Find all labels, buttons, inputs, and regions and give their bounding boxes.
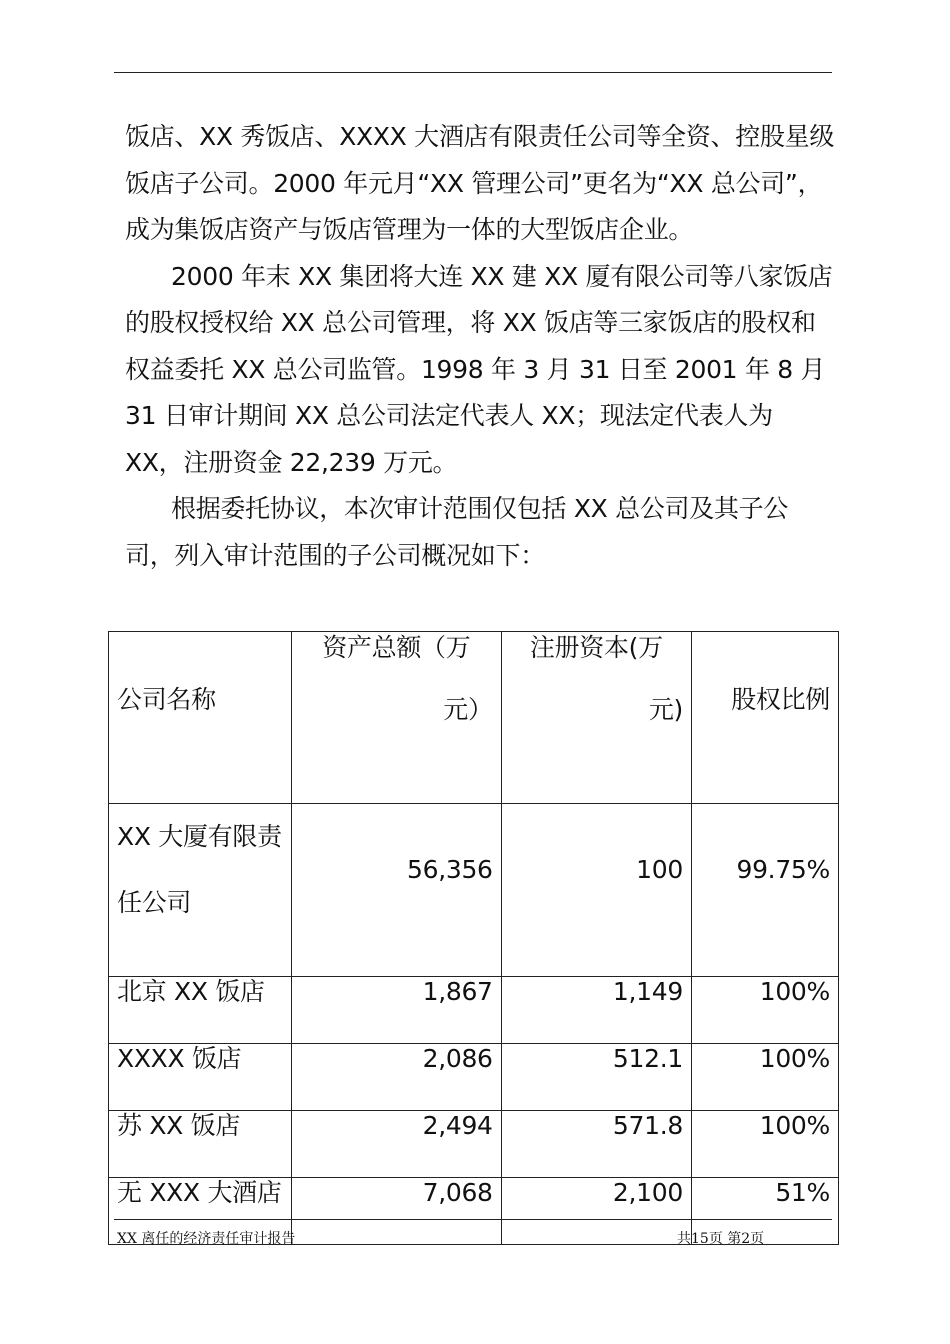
- header-registered-capital: [501, 632, 691, 804]
- table-row: [109, 1044, 839, 1111]
- paragraph-1: 饭店、XX 秀饭店、XXXX 大酒店有限责任公司等全资、控股星级饭店子公司。2000 年元月“XX 管理公司”更名为“XX 总公司”，成为集饭店资产与饭店管理为一体的大型饭店企业。: [125, 122, 835, 244]
- cell-registered-capital: 512.1: [501, 1044, 691, 1111]
- paragraph-3: 根据委托协议，本次审计范围仅包括 XX 总公司及其子公司，列入审计范围的子公司概况如下：: [125, 494, 789, 570]
- paragraph-2: 2000 年末 XX 集团将大连 XX 建 XX 厦有限公司等八家饭店的股权授权给 XX 总公司管理，将 XX 饭店等三家饭店的股权和权益委托 XX 总公司监管。1998 年 3 月 31 日至 2001 年 8 月 31 日审计期间 XX 总公司法定代表人 XX；现法定代表人为 XX，注册资金 22,239 万元。: [125, 261, 833, 477]
- cell-total-assets: 1,867: [292, 977, 502, 1044]
- table-row: [109, 1111, 839, 1178]
- cell-company-name: 苏 XX 饭店: [109, 1111, 292, 1178]
- table-header-row: [109, 632, 839, 804]
- subsidiary-table: [108, 631, 839, 1245]
- cell-equity-ratio: 99.75%: [692, 804, 839, 977]
- header-company-name: 公司名称: [109, 632, 292, 804]
- cell-company-name: 北京 XX 饭店: [109, 977, 292, 1044]
- cell-total-assets: 56,356: [292, 804, 502, 977]
- header-assets-line2: 元）: [443, 695, 493, 724]
- cell-total-assets: 2,086: [292, 1044, 502, 1111]
- cell-registered-capital: 1,149: [501, 977, 691, 1044]
- footer-page-number: 共15页 第2页: [677, 1231, 765, 1247]
- cell-equity-ratio: 100%: [692, 977, 839, 1044]
- footer-rule: [114, 1219, 832, 1220]
- table-row: [109, 804, 839, 977]
- cell-registered-capital: 571.8: [501, 1111, 691, 1178]
- cell-company-name: XXXX 饭店: [109, 1044, 292, 1111]
- header-capital-line1: 注册资本(万: [529, 633, 663, 662]
- header-total-assets: [292, 632, 502, 804]
- header-capital-line2: 元): [648, 695, 683, 724]
- cell-company-name: 无 XXX 大酒店: [109, 1178, 292, 1245]
- cell-equity-ratio: 100%: [692, 1111, 839, 1178]
- cell-registered-capital: 2,100: [501, 1178, 691, 1245]
- header-assets-line1: 资产总额（万: [322, 633, 471, 662]
- cell-equity-ratio: 51%: [692, 1178, 839, 1245]
- cell-total-assets: 7,068: [292, 1178, 502, 1245]
- cell-registered-capital: 100: [501, 804, 691, 977]
- header-equity-ratio: 股权比例: [692, 632, 839, 804]
- header-rule: [114, 72, 832, 73]
- table-row: [109, 977, 839, 1044]
- footer-report-title: XX 离任的经济责任审计报告: [117, 1231, 296, 1247]
- cell-equity-ratio: 100%: [692, 1044, 839, 1111]
- cell-company-name: XX 大厦有限责任公司: [109, 804, 292, 977]
- cell-total-assets: 2,494: [292, 1111, 502, 1178]
- document-body: [125, 114, 837, 579]
